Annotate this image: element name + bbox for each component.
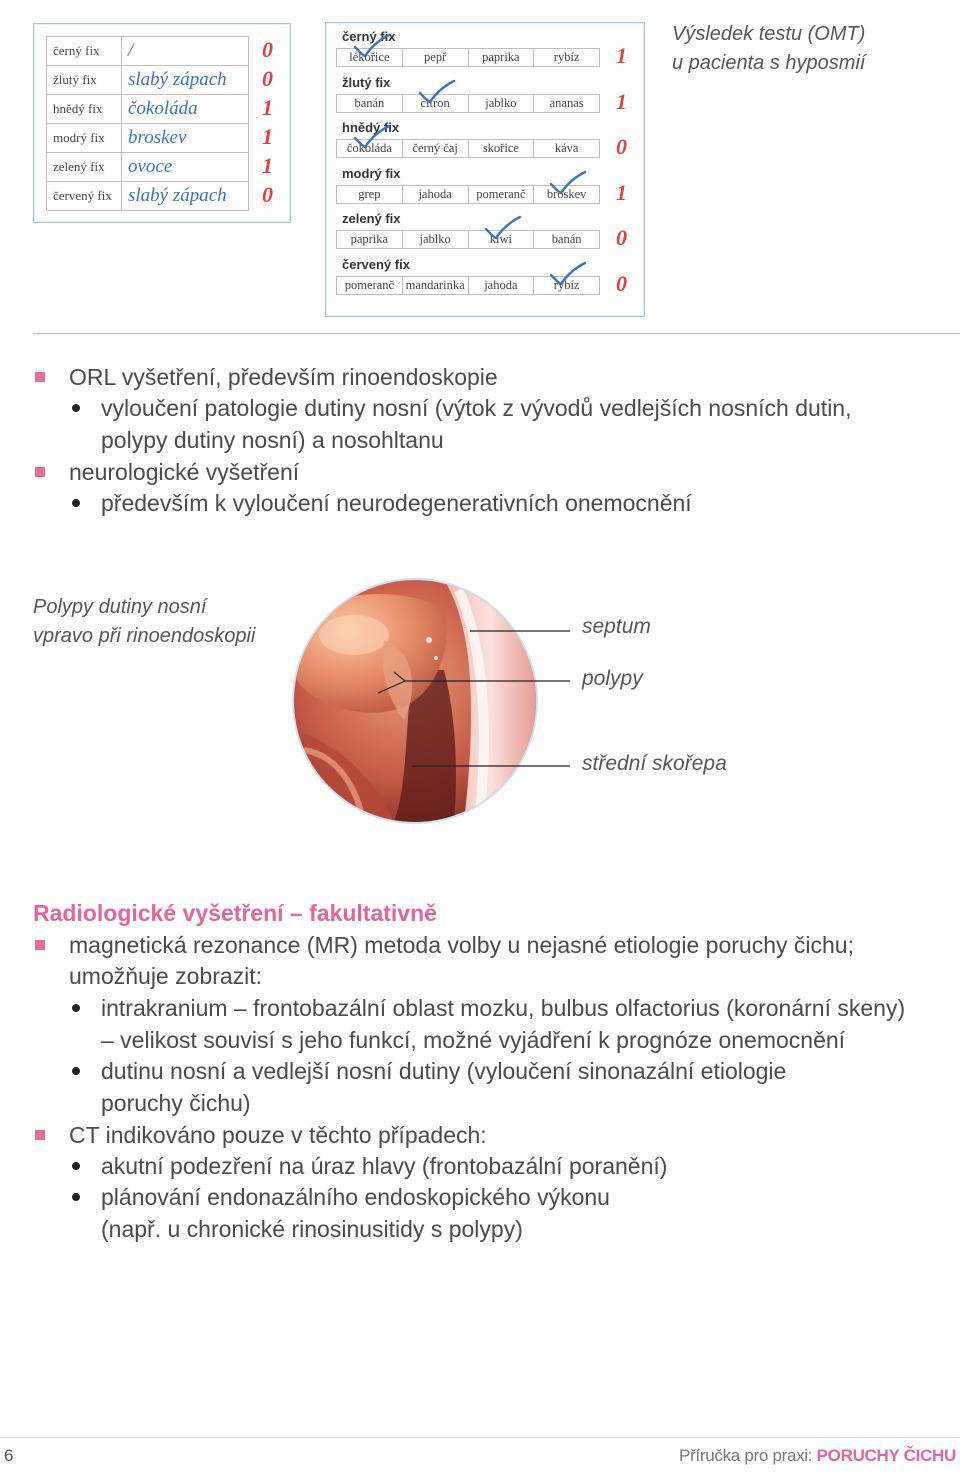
- mc-option: pomeranč: [469, 186, 535, 203]
- patient-answer-cell: slabý zápach: [122, 66, 249, 95]
- square-bullet-icon: [35, 1130, 45, 1140]
- fix-name-cell: žlutý fix: [47, 66, 122, 95]
- free-id-score: 1: [262, 95, 273, 120]
- mc-fix-name: zelený fix: [342, 211, 401, 226]
- polyps-pointer-branch-2: [394, 672, 405, 681]
- free-id-score: 1: [262, 124, 273, 149]
- omt-caption-line1: Výsledek testu (OMT): [672, 23, 866, 45]
- mc-option: paprika: [469, 49, 535, 66]
- mc-score: 0: [616, 225, 627, 250]
- label-septum: septum: [582, 615, 651, 638]
- mc-option: čokoláda: [337, 140, 403, 157]
- list-item-orl: ORL vyšetření, především rinoendoskopie: [69, 364, 498, 390]
- mc-option: pepř: [403, 49, 469, 66]
- mc-option: paprika: [337, 231, 403, 248]
- mc-score: 1: [616, 43, 627, 68]
- mc-option: káva: [554, 141, 579, 155]
- list-subitem-orl-line1: vyloučení patologie dutiny nosní (výtok z vývodů vedlejších nosních dutin,: [101, 395, 852, 421]
- list-item-mr-line1: magnetická rezonance (MR) metoda volby u nejasné etiologie poruchy čichu;: [69, 932, 854, 958]
- omt-caption-line2: u pacienta s hyposmií: [672, 52, 866, 74]
- free-id-score: 0: [262, 182, 273, 207]
- label-middle-turbinate: střední skořepa: [582, 752, 727, 775]
- patient-answer-cell: /: [122, 37, 249, 66]
- list-subitem-endoscopic-line1: plánování endonazálního endoskopického výkonu: [101, 1184, 610, 1210]
- mc-option: banán: [337, 95, 403, 112]
- label-polyps: polypy: [582, 667, 643, 690]
- mc-score: 0: [616, 270, 627, 296]
- fix-name-cell: černý fix: [47, 37, 122, 66]
- list-subitem-endoscopic-line2: (např. u chronické rinosinusitidy s polypy): [101, 1216, 523, 1242]
- mc-score: 0: [616, 134, 627, 159]
- page-number: 6: [4, 1446, 14, 1465]
- mc-fix-name: černý fix: [342, 29, 396, 44]
- footer-title: [679, 1446, 956, 1466]
- patient-answer-cell: ovoce: [122, 153, 249, 182]
- mc-option: ananas: [549, 95, 584, 110]
- footer-title-highlight: PORUCHY ČICHU: [816, 1446, 956, 1465]
- list-subitem-neuro: především k vyloučení neurodegenerativních onemocnění: [101, 490, 692, 516]
- free-id-score: 0: [262, 37, 273, 62]
- list-subitem-intracranium-line2: – velikost souvisí s jeho funkcí, možné vyjádření k prognóze onemocnění: [101, 1027, 846, 1053]
- mc-fix-name: žlutý fix: [342, 74, 391, 90]
- mc-option: kiwi: [469, 231, 535, 248]
- mc-option: rybíz: [553, 50, 580, 64]
- mc-fix-name: modrý fix: [342, 165, 401, 181]
- fix-name-cell: zelený fix: [47, 153, 122, 182]
- patient-answer-cell: slabý zápach: [122, 182, 249, 211]
- patient-answer-cell: broskev: [122, 124, 249, 153]
- mc-option: broskev: [546, 186, 587, 201]
- free-id-score: 0: [262, 66, 273, 91]
- round-bullet-icon: [72, 1162, 80, 1170]
- list-subitem-head-injury: akutní podezření na úraz hlavy (frontobazální poranění): [101, 1153, 668, 1179]
- round-bullet-icon: [72, 1193, 80, 1201]
- mc-option: grep: [337, 186, 403, 203]
- mc-option: rybíz: [553, 277, 580, 292]
- polyps-pointer-branch-1: [378, 681, 405, 693]
- endoscopy-caption-line2: vpravo při rinoendoskopii: [33, 625, 256, 647]
- endoscopy-caption-line1: Polypy dutiny nosní: [33, 596, 207, 618]
- mc-option: černý čaj: [403, 140, 469, 157]
- mc-option: banán: [551, 232, 582, 246]
- round-bullet-icon: [72, 1067, 80, 1075]
- square-bullet-icon: [35, 940, 45, 950]
- fix-name-cell: hnědý fix: [47, 95, 122, 124]
- mc-option: jahoda: [403, 186, 469, 203]
- mc-fix-name: hnědý fix: [342, 120, 400, 135]
- fix-name-cell: modrý fix: [47, 124, 122, 153]
- mc-option: citron: [403, 95, 469, 112]
- mc-option: jahoda: [469, 277, 535, 294]
- list-subitem-orl-line2: polypy dutiny nosní) a nosohltanu: [101, 427, 444, 453]
- list-subitem-nasal-line2: poruchy čichu): [101, 1090, 251, 1116]
- round-bullet-icon: [72, 1004, 80, 1012]
- mc-option: mandarinka: [403, 277, 469, 294]
- mc-option: jablko: [469, 95, 535, 112]
- list-item-mr-line2: umožňuje zobrazit:: [69, 963, 263, 989]
- mc-option: lékořice: [337, 49, 403, 66]
- list-item-ct: CT indikováno pouze v těchto případech:: [69, 1122, 487, 1148]
- mc-fix-name: červený fix: [342, 256, 410, 272]
- free-id-score: 1: [262, 153, 273, 178]
- fix-name-cell: červený fix: [47, 182, 122, 211]
- radiology-title: Radiologické vyšetření – fakultativně: [33, 900, 437, 926]
- list-subitem-nasal-line1: dutinu nosní a vedlejší nosní dutiny (vyloučení sinonazální etiologie: [101, 1058, 787, 1084]
- patient-answer-cell: čokoláda: [122, 95, 249, 124]
- footer-divider: [0, 1437, 960, 1438]
- mc-option: jablko: [403, 231, 469, 248]
- mc-option: skořice: [469, 140, 535, 157]
- mc-score: 1: [616, 179, 627, 205]
- footer-title-prefix: Příručka pro praxi:: [679, 1446, 817, 1465]
- list-subitem-intracranium-line1: intrakranium – frontobazální oblast mozku, bulbus olfactorius (koronární skeny): [101, 995, 906, 1021]
- list-item-neuro: neurologické vyšetření: [69, 459, 300, 485]
- mc-score: 1: [616, 88, 627, 114]
- mc-option: pomeranč: [337, 277, 403, 294]
